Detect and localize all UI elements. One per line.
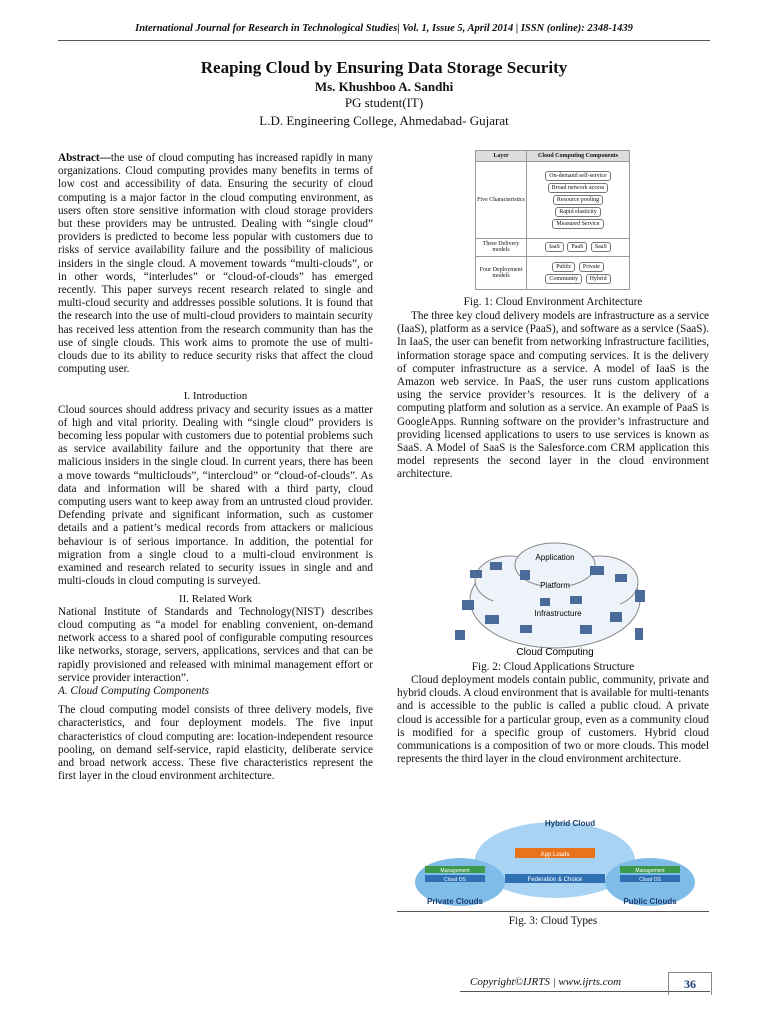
- figure-3-caption: Fig. 3: Cloud Types: [508, 915, 598, 927]
- fig1-item: Broad network access: [548, 183, 609, 193]
- deployment-models-paragraph: [397, 674, 709, 766]
- delivery-models-paragraph: [397, 310, 709, 482]
- fig1-item: Private: [579, 262, 604, 272]
- fig1-item: Hybrid: [586, 274, 611, 284]
- fig1-item: Measured Service: [552, 219, 603, 229]
- figure-2: [450, 540, 660, 658]
- introduction-text: Cloud sources should address privacy and security issues as a matter of high and vital priority. Dealing with “single cloud” providers is becoming less popular with customers due to potential problems such as service availability failure and the opportunity that there are malicious insiders in the single cloud. In current years, there has been a move towards “multiclouds”, “intercloud” or “cloud-of-clouds”. As data and information will be shared with a third party, cloud computing users want to keep away from an untrusted cloud provider. Defending private and significant information, such as customer details and a patient’s medical records from attackers or malicious behaviour is of serious importance. In addition, the potential for migration from a single cloud to a multi-cloud environment is examined and research related to security issues in single and and multi-clouds in cloud computing is surveyed.: [58, 403, 373, 588]
- fig3-label-hybrid: Hybrid Cloud: [544, 819, 596, 828]
- fig3-label-private: Private Clouds: [426, 897, 484, 906]
- components-text: The cloud computing model consists of three delivery models, five characteristics, and four deployment models. The five input characteristics of cloud computing are: location-independent resource pooling, on demand self-service, rapid elasticity, deliberate service and broad network access. These five characteristics represent the first layer in the cloud environment architecture.: [58, 704, 373, 783]
- fig1-item: SaaS: [591, 242, 611, 252]
- fig1-item: Community: [545, 274, 582, 284]
- fig2-label-application: Application: [535, 553, 575, 562]
- section-heading-related-work: II. Related Work: [178, 592, 253, 605]
- related-work-text: National Institute of Standards and Technology(NIST) describes cloud computing as “a model for enabling convenient, on-demand network access to a shared pool of configurable computing resources like networks, storage, servers, applications, services and that can be rapidly provisioned and released with minimal management effort or service provider interaction”.: [58, 605, 373, 684]
- cloud-types-diagram: [415, 810, 695, 910]
- fig3-label-management-left: Management: [440, 868, 470, 874]
- fig1-item: PaaS: [567, 242, 587, 252]
- section-heading-introduction: I. Introduction: [183, 390, 248, 403]
- fig3-label-app-loads: App Loads: [540, 852, 570, 858]
- fig1-item: Resource pooling: [553, 195, 603, 205]
- abstract-label: Abstract—: [58, 152, 111, 164]
- figure-3-divider: [397, 911, 709, 912]
- author-name: Ms. Khushboo A. Sandhi: [314, 79, 454, 94]
- abstract: [58, 152, 373, 376]
- fig3-label-cloud-os-left: Cloud OS: [444, 877, 466, 883]
- page-number: 36: [668, 972, 712, 995]
- cloud-architecture-table: [475, 150, 630, 290]
- fig1-row-characteristics: Five Characteristics: [476, 161, 527, 238]
- author-role: PG student(IT): [344, 95, 424, 110]
- fig2-label-cloud-computing: Cloud Computing: [516, 647, 594, 658]
- fig1-col-components: Cloud Computing Components: [527, 151, 630, 162]
- figure-2-caption: Fig. 2: Cloud Applications Structure: [471, 661, 635, 673]
- fig3-label-cloud-os-right: Cloud OS: [639, 877, 661, 883]
- cloud-structure-diagram: [450, 540, 660, 658]
- fig1-col-layer: Layer: [476, 151, 527, 162]
- fig3-label-management-right: Management: [635, 868, 665, 874]
- subsection-heading-components: A. Cloud Computing Components: [58, 684, 210, 697]
- figure-3: [415, 810, 695, 910]
- fig2-label-platform: Platform: [540, 581, 570, 590]
- fig3-label-public: Public Clouds: [623, 897, 677, 906]
- journal-header: International Journal for Research in Technological Studies| Vol. 1, Issue 5, April 2014 | ISSN (online): 2348-1439: [135, 23, 633, 34]
- fig1-item: IaaS: [545, 242, 564, 252]
- paper-title: Reaping Cloud by Ensuring Data Storage Security: [200, 58, 568, 77]
- delivery-models-text: The three key cloud delivery models are infrastructure as a service (IaaS), platform as a service (PaaS), and software as a service (SaaS). In IaaS, the user can benefit from networking infrastructure facilities, information storage space and computing services. It is the delivery of computer infrastructure as a service. A model of IaaS is the Amazon web service. In PaaS, the user runs custom applications using the service provider’s resources. It is the delivery of a computing platform and solution as a service. An example of PaaS is GoogleApps. Running software on the provider’s infrastructure and providing licensed applications to users to use services is known as SaaS. A Model of SaaS is the Salesforce.com CRM application this model represents the second layer in the cloud environment architecture.: [397, 310, 709, 481]
- fig1-item: Rapid elasticity: [555, 207, 601, 217]
- fig1-row-delivery: Three Delivery models: [476, 238, 527, 256]
- fig1-row-deployment: Four Deployment models: [476, 257, 527, 290]
- header-divider: [58, 40, 710, 41]
- fig2-label-infrastructure: Infrastructure: [534, 609, 582, 618]
- fig3-label-federation: Federation & Choice: [527, 877, 583, 883]
- left-column: [58, 152, 373, 783]
- fig1-item: On-demand self-service: [545, 171, 610, 181]
- abstract-text: the use of cloud computing has increased rapidly in many organizations. Cloud computing provides many benefits in terms of low cost and accessibility of data. Ensuring the security of cloud computing is a major factor in the cloud computing environment, as users often store sensitive information with cloud storage providers but these providers may be untrusted. Dealing with “single cloud” providers is predicted to become less popular with customers due to risks of service availability failure and the possibility of malicious insiders in the single cloud. A movement towards “multi-clouds”, or in other words, “interludes” or “cloud-of-clouds” has emerged recently. This paper surveys recent research related to single and multi-cloud security and addresses possible solutions. It is found that the research into the use of multi-cloud providers to maintain security has received less attention from the research community than has the use of single clouds. This work aims to promote the use of multi-clouds due to its ability to reduce security risks that affect the cloud computing user.: [58, 152, 373, 376]
- deployment-models-text: Cloud deployment models contain public, community, private and hybrid clouds. A cloud environment that is available for multi-tenants and is accessible to the public is called a public cloud. A private cloud is accessible for a particular group, even as a community cloud is modified for a specific group of customers. Hybrid cloud communications is a composition of two or more clouds. This model represents the third layer in the cloud environment architecture.: [397, 674, 709, 766]
- figure-1-caption: Fig. 1: Cloud Environment Architecture: [463, 296, 643, 308]
- figure-1: [475, 150, 630, 290]
- author-institution: L.D. Engineering College, Ahmedabad- Gujarat: [259, 113, 509, 128]
- footer-copyright: Copyright©IJRTS | www.ijrts.com: [470, 976, 622, 988]
- fig1-item: Public: [552, 262, 575, 272]
